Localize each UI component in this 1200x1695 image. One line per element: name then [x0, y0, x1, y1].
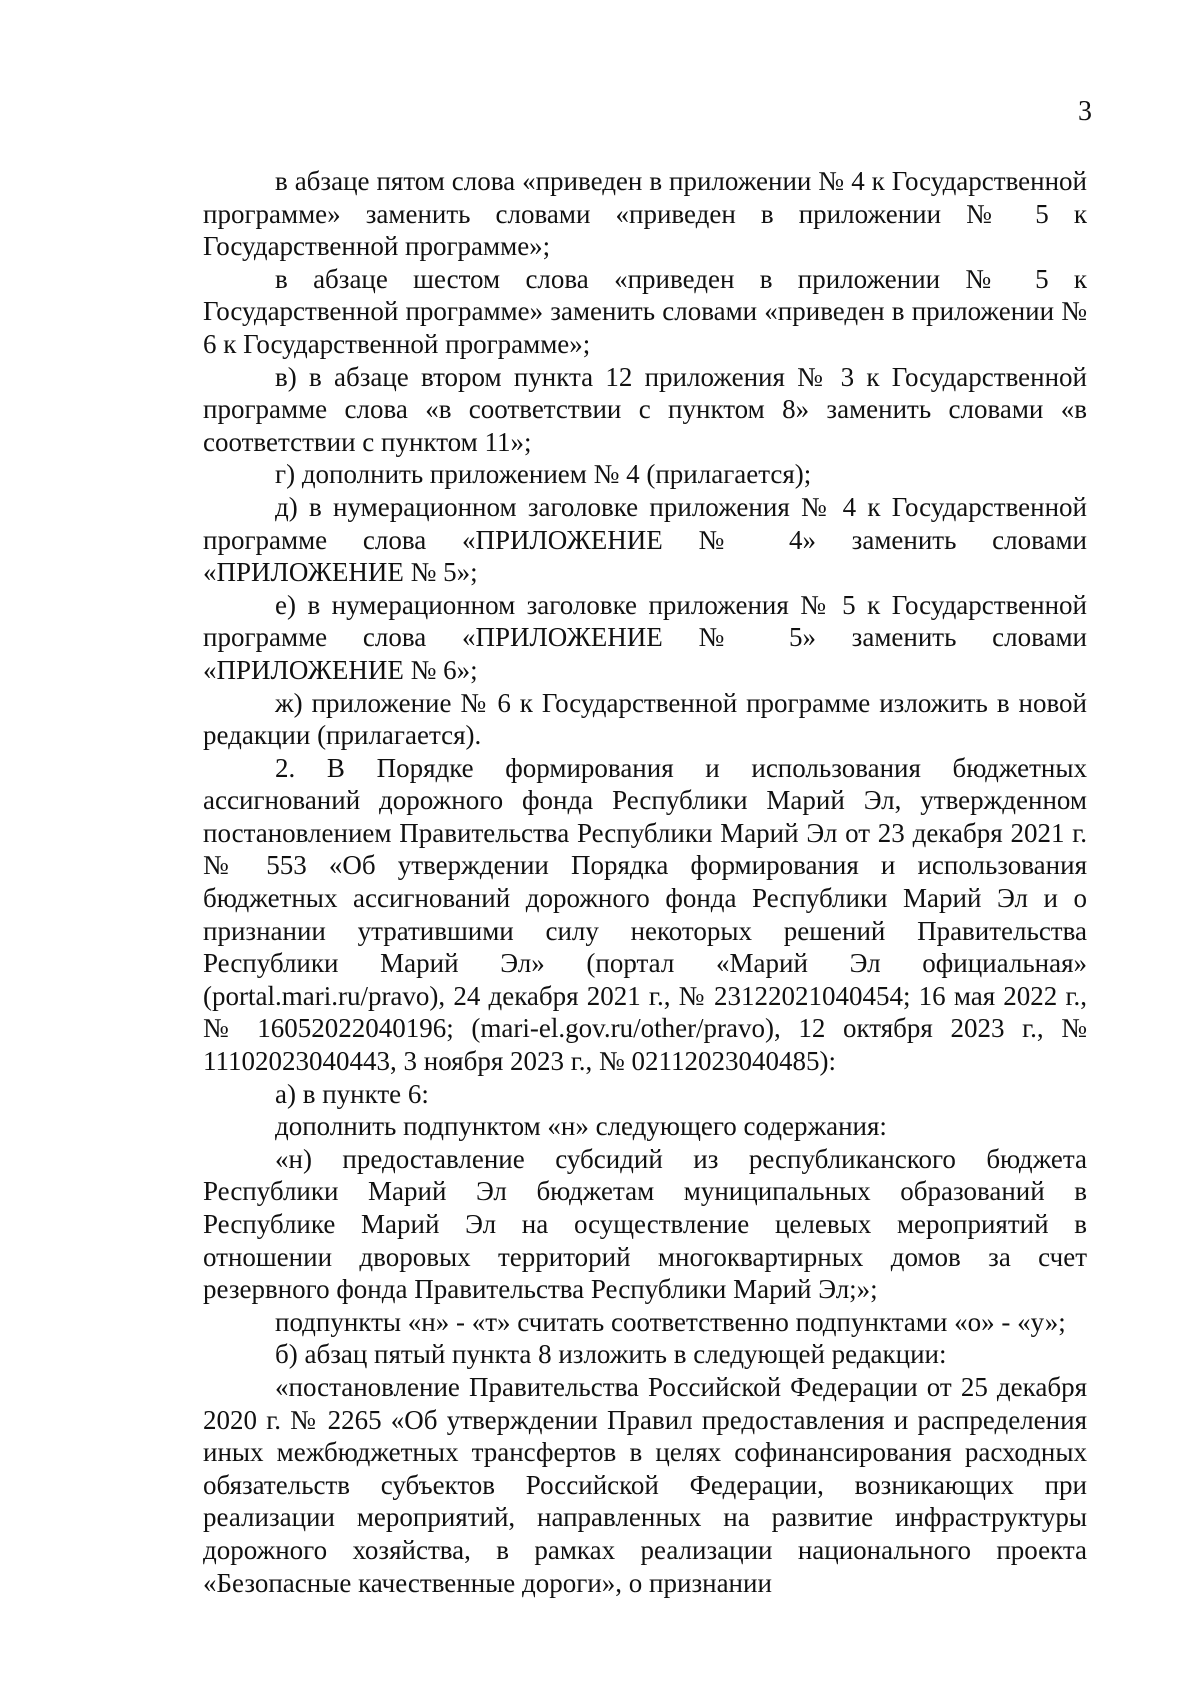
paragraph-item-g: г) дополнить приложением № 4 (прилагается);: [275, 459, 812, 490]
paragraph-abzac-5: в абзаце пятом слова «приведен в приложении № 4 к Государственной программе» заменить словами «приведен в приложении № 5 к Государственной программе»;: [203, 166, 1087, 262]
paragraph-add-subitem: дополнить подпунктом «н» следующего содержания:: [275, 1111, 887, 1142]
document-body: [203, 165, 1087, 1599]
paragraph-item-v: в) в абзаце втором пункта 12 приложения № 3 к Государственной программе слова «в соответствии с пунктом 8» заменить словами «в соответствии с пунктом 11»;: [203, 361, 1087, 457]
paragraph-resolution: «постановление Правительства Российской Федерации от 25 декабря 2020 г. № 2265 «Об утверждении Правил предоставления и распределения иных межбюджетных трансфертов в целях софинансирования расходных обязательств субъектов Российской Федерации, возникающих при реализации мероприятий, направленных на развитие инфраструктуры дорожного хозяйства, в рамках реализации национального проекта «Безопасные качественные дороги», о признании: [203, 1371, 1087, 1598]
paragraph-abzac-6: в абзаце шестом слова «приведен в приложении № 5 к Государственной программе» заменить словами «приведен в приложении № 6 к Государственной программе»;: [203, 263, 1087, 359]
paragraph-subitem-n: «н) предоставление субсидий из республиканского бюджета Республики Марий Эл бюджетам муниципальных образований в Республике Марий Эл на осуществление целевых мероприятий в отношении дворовых территорий многоквартирных домов за счет резервного фонда Правительства Республики Марий Эл;»;: [203, 1143, 1087, 1305]
paragraph-item-zh: ж) приложение № 6 к Государственной программе изложить в новой редакции (прилагается).: [203, 687, 1087, 751]
paragraph-item-d: д) в нумерационном заголовке приложения № 4 к Государственной программе слова «ПРИЛОЖЕНИЕ № 4» заменить словами «ПРИЛОЖЕНИЕ № 5»;: [203, 491, 1087, 588]
page-number: 3: [1078, 96, 1092, 127]
paragraph-item-b: б) абзац пятый пункта 8 изложить в следующей редакции:: [275, 1339, 947, 1370]
paragraph-item-e: е) в нумерационном заголовке приложения № 5 к Государственной программе слова «ПРИЛОЖЕНИЕ № 5» заменить словами «ПРИЛОЖЕНИЕ № 6»;: [203, 589, 1087, 685]
paragraph-item-a: а) в пункте 6:: [275, 1078, 429, 1109]
paragraph-section-2: 2. В Порядке формирования и использования бюджетных ассигнований дорожного фонда Республики Марий Эл, утвержденном постановлением Правительства Республики Марий Эл от 23 декабря 2021 г. № 553 «Об утверждении Порядка формирования и использования бюджетных ассигнований дорожного фонда Республики Марий Эл и о признании утратившими силу некоторых решений Правительства Республики Марий Эл» (портал «Марий Эл официальная» (portal.mari.ru/pravo), 24 декабря 2021 г., № 23122021040454; 16 мая 2022 г., № 16052022040196; (mari-el.gov.ru/other/pravo), 12 октября 2023 г., № 11102023040443, 3 ноября 2023 г., № 02112023040485):: [203, 752, 1087, 1077]
paragraph-renumber: подпункты «н» - «т» считать соответственно подпунктами «о» - «у»;: [275, 1306, 1066, 1337]
